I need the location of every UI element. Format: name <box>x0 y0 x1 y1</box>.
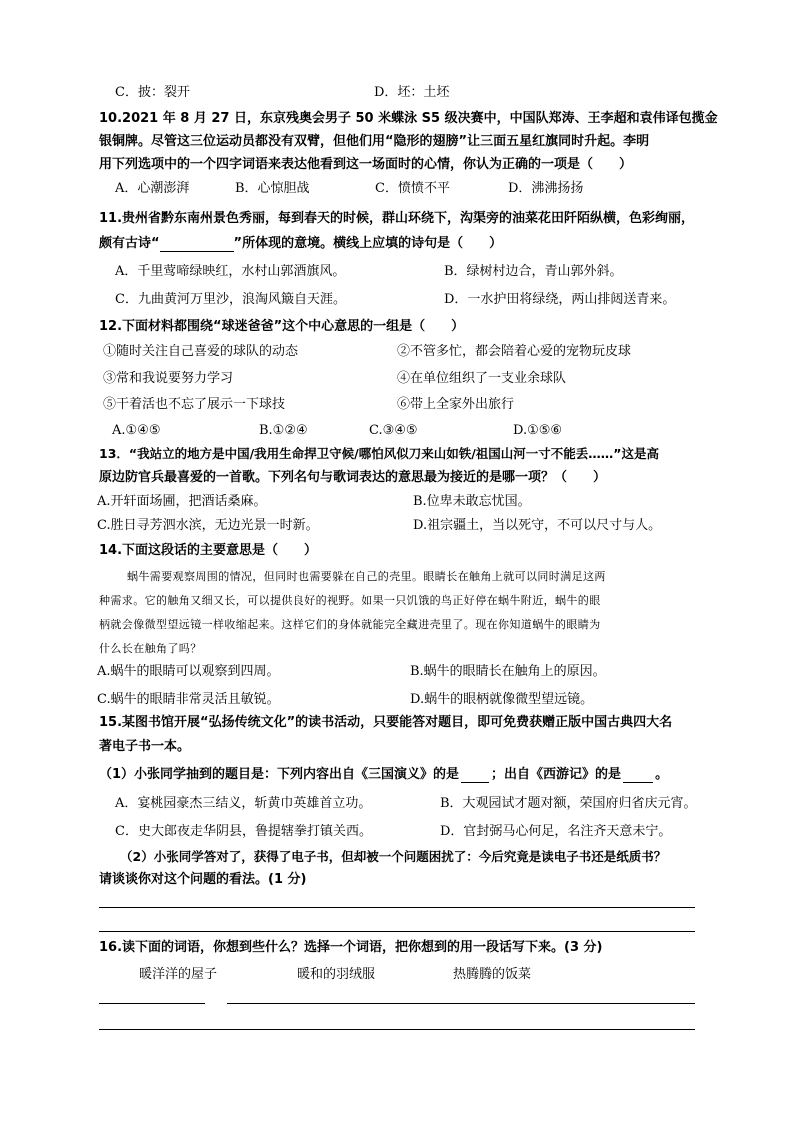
q12-item-6: ⑥带上全家外出旅行 <box>397 397 515 412</box>
q11-option-b: B．绿树村边合，青山郭外斜。 <box>444 264 623 279</box>
q15-sub2-line2: 请谈谈你对这个问题的看法。(1 分) <box>99 872 307 887</box>
q9-option-c: C．披：裂开 <box>115 85 190 100</box>
q15-sub2-line1: （2）小张同学答对了，获得了电子书，但却被一个问题困扰了：今后究竟是读电子书还是纸质书？ <box>120 849 667 864</box>
q10-stem-line1: 10.2021 年 8 月 27 日，东京残奥会男子 50 米蝶泳 S5 级决赛中，中国队郑涛、王李超和袁伟译包揽金 <box>99 111 718 126</box>
q11-stem-line2 <box>99 236 502 252</box>
q12-option-b: B.①②④ <box>259 423 308 438</box>
q14-passage-line1: 蜗牛需要观察周围的情况，但同时也需要躲在自己的壳里。眼睛长在触角上就可以同时满足这两 <box>127 570 606 583</box>
q15-answer-line-2[interactable] <box>99 931 695 932</box>
q13-stem-line2: 原边防官兵最喜爱的一首歌。下列名句与歌词表达的意思最为接近的是哪一项？（ ） <box>99 470 607 485</box>
q11-stem-line1: 11.贵州省黔东南州景色秀丽，每到春天的时候，群山环绕下，沟渠旁的油菜花田阡陌纵横，色彩绚丽， <box>99 211 695 226</box>
q15-option-a: A．宴桃园豪杰三结义，斩黄巾英雄首立功。 <box>115 796 372 811</box>
q15-sub1-prefix: （1）小张同学抽到的题目是：下列内容出自《三国演义》的是 <box>99 767 460 782</box>
q14-passage-line4: 什么长在触角了吗？ <box>99 642 202 655</box>
q12-option-c: C.③④⑤ <box>369 423 418 438</box>
q16-answer-line-1b[interactable] <box>227 1003 695 1004</box>
q15-sub1 <box>99 767 668 783</box>
q16-answer-line-1a[interactable] <box>99 1003 205 1004</box>
q12-item-4: ④在单位组织了一支业余球队 <box>397 371 567 386</box>
q14-option-c: C.蜗牛的眼睛非常灵活且敏锐。 <box>97 692 280 707</box>
q13-option-a: A.开轩面场圃，把酒话桑麻。 <box>97 494 267 509</box>
q16-stem: 16.读下面的词语，你想到些什么？选择一个词语，把你想到的用一段话写下来。(3 分) <box>99 940 603 955</box>
q12-item-2: ②不管多忙，都会陪着心爱的宠物玩皮球 <box>397 344 632 359</box>
q15-answer-line-1[interactable] <box>99 907 695 908</box>
q15-option-c: C．史大郎夜走华阴县，鲁提辖拳打镇关西。 <box>115 824 372 839</box>
q14-option-d: D.蜗牛的眼柄就像微型望远镜。 <box>410 692 594 707</box>
q15-sub1-end: 。 <box>655 767 669 782</box>
q13-option-b: B.位卑未敢忘忧国。 <box>413 494 531 509</box>
q10-option-b: B．心惊胆战 <box>235 181 310 196</box>
q16-word-3: 热腾腾的饭菜 <box>453 967 532 982</box>
q11-option-c: C．九曲黄河万里沙，浪淘风簸自天涯。 <box>115 292 346 307</box>
q14-option-a: A.蜗牛的眼睛可以观察到四周。 <box>97 664 280 679</box>
q12-item-1: ①随时关注自己喜爱的球队的动态 <box>103 344 299 359</box>
q10-stem-line3: 用下列选项中的一个四字词语来表达他看到这一场面时的心情，你认为正确的一项是（ ） <box>99 157 633 172</box>
q15-stem-line2: 著电子书一本。 <box>99 739 191 754</box>
q15-blank-xiyou[interactable] <box>623 768 653 783</box>
q15-sub1-middle: ；出自《西游记》的是 <box>491 767 622 782</box>
q15-option-d: D．官封弼马心何足，名注齐天意未宁。 <box>440 824 672 839</box>
q14-passage-line3: 柄就会像微型望远镜一样收缩起来。这样它们的身体就能完全藏进壳里了。现在你知道蜗牛的眼睛为 <box>99 618 601 631</box>
q12-option-d: D.①⑤⑥ <box>513 423 563 438</box>
q11-option-a: A．千里莺啼绿映红，水村山郭酒旗风。 <box>115 264 346 279</box>
q12-stem: 12.下面材料都围绕“球迷爸爸”这个中心意思的一组是（ ） <box>99 319 465 334</box>
q10-stem-line2: 银铜牌。尽管这三位运动员都没有双臂，但他们用“隐形的翅膀”让三面五星红旗同时升起。李明 <box>99 134 650 149</box>
q13-option-d: D.祖宗疆土，当以死守，不可以尺寸与人。 <box>413 518 662 533</box>
q11-stem-prefix: 颇有古诗“ <box>99 236 160 251</box>
q16-answer-line-2[interactable] <box>99 1029 695 1030</box>
q11-fill-blank[interactable] <box>160 237 234 252</box>
q10-option-d: D．沸沸扬扬 <box>508 181 584 196</box>
q12-item-3: ③常和我说要努力学习 <box>103 371 234 386</box>
q11-option-d: D．一水护田将绿绕，两山排闼送青来。 <box>444 292 676 307</box>
q14-passage-line2: 种需求。它的触角又细又长，可以提供良好的视野。如果一只饥饿的鸟正好停在蜗牛附近，蜗牛的眼 <box>99 594 601 607</box>
q9-option-d: D．坯：土坯 <box>374 85 450 100</box>
q10-option-c: C．愤愤不平 <box>375 181 450 196</box>
q15-blank-sanguo[interactable] <box>461 768 489 783</box>
q12-item-5: ⑤干着活也不忘了展示一下球技 <box>103 397 286 412</box>
q16-word-1: 暖洋洋的屋子 <box>139 967 218 982</box>
q13-option-c: C.胜日寻芳泗水滨，无边光景一时新。 <box>97 518 319 533</box>
q14-option-b: B.蜗牛的眼睛长在触角上的原因。 <box>410 664 606 679</box>
q15-option-b: B．大观园试才题对额，荣国府归省庆元宵。 <box>440 796 697 811</box>
q14-stem: 14.下面这段话的主要意思是（ ） <box>99 543 318 558</box>
q16-word-2: 暖和的羽绒服 <box>297 967 376 982</box>
q15-stem-line1: 15.某图书馆开展“弘扬传统文化”的读书活动，只要能答对题目，即可免费获赠正版中国古典四大名 <box>99 715 673 730</box>
q11-stem-suffix: ”所体现的意境。横线上应填的诗句是（ ） <box>233 236 503 251</box>
q13-stem-line1: 13．“我站立的地方是中国/我用生命捍卫守候/哪怕风似刀来山如铁/祖国山河一寸不能丢……”这是高 <box>99 446 660 461</box>
q12-option-a: A.①④⑤ <box>112 423 161 438</box>
q10-option-a: A．心潮澎湃 <box>115 181 190 196</box>
